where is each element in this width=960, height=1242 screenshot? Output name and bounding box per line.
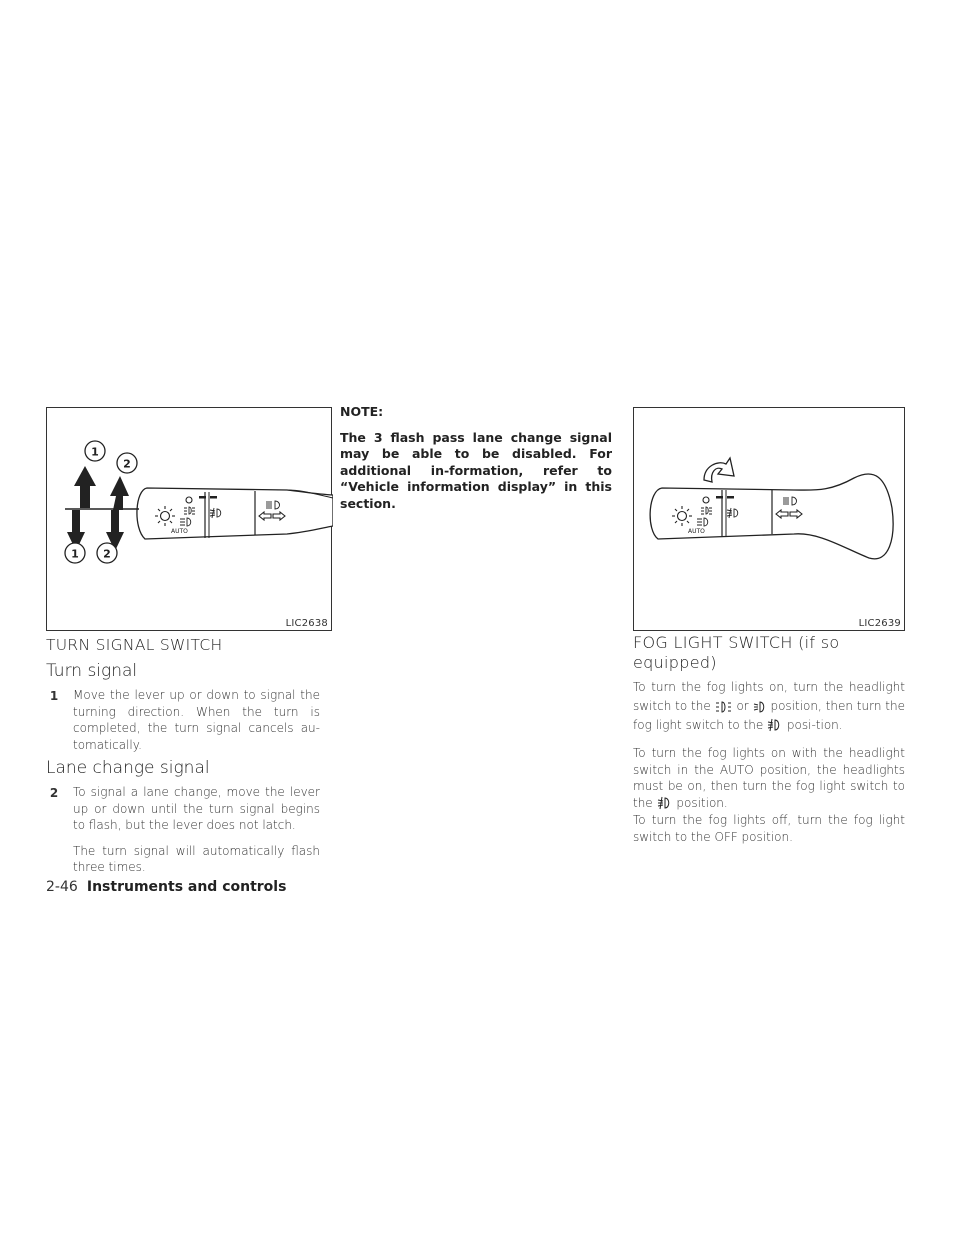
section-title: Instruments and controls xyxy=(86,879,287,895)
fog-light-heading-line1: FOG LIGHT SWITCH (if so xyxy=(633,633,840,652)
lane-change-subheading: Lane change signal xyxy=(46,758,210,778)
figure-code-right: LIC2639 xyxy=(858,618,901,629)
fog-p2-a: To turn the fog lights on with the headlight switch in the AUTO position, the headlights must be on, then turn the fog light switch to the xyxy=(633,746,905,810)
fog-light-inline-icon xyxy=(767,718,783,732)
fog-light-lever-illustration xyxy=(634,408,906,632)
callout-2-top: 2 xyxy=(123,457,131,471)
note-block xyxy=(340,404,612,512)
turn-signal-figure xyxy=(46,407,332,631)
arrow-up-2 xyxy=(110,476,129,510)
turn-signal-subheading: Turn signal xyxy=(46,661,138,681)
lane-change-item xyxy=(46,784,320,876)
turn-signal-switch-heading: TURN SIGNAL SWITCH xyxy=(46,636,223,654)
turn-signal-item xyxy=(46,687,320,753)
lane-change-text: To signal a lane change, move the lever up or down until the turn signal begins to flash, but the lever does not latch. xyxy=(73,785,320,832)
fog-p1-c: posi-tion. xyxy=(786,718,843,732)
auto-label: AUTO xyxy=(171,528,188,535)
figure-code-left: LIC2638 xyxy=(285,618,328,629)
callout-2-bottom: 2 xyxy=(103,547,111,561)
lane-change-text-2: The turn signal will automatically flash three times. xyxy=(73,843,320,874)
fog-light-paragraph-3: To turn the fog lights off, turn the fog light switch to the OFF position. xyxy=(633,813,905,844)
turn-signal-lever-illustration xyxy=(47,408,333,632)
note-text: The 3 flash pass lane change signal may be able to be disabled. For additional in-formation, refer to “Vehicle information display” in this section. xyxy=(340,429,612,511)
fog-light-heading-line2: equipped) xyxy=(633,653,717,672)
page-footer xyxy=(46,876,286,895)
fog-p1-b: position, then turn the fog light switch to the xyxy=(633,699,905,732)
page-number: 2-46 xyxy=(46,879,78,895)
auto-label-right: AUTO xyxy=(688,528,705,535)
fog-p2-b: position. xyxy=(676,795,728,810)
turn-signal-text: Move the lever up or down to signal the turning direction. When the turn is completed, the turn signal cancels au-tomatically. xyxy=(73,688,320,752)
fog-light-paragraph-1 xyxy=(633,678,905,735)
headlight-inline-icon xyxy=(753,701,767,713)
item-number-1: 1 xyxy=(49,689,59,703)
note-label: NOTE: xyxy=(340,404,384,419)
rotate-arrow-icon xyxy=(704,458,734,482)
fog-light-heading-block xyxy=(633,633,905,673)
fog-light-inline-icon-2 xyxy=(657,796,673,810)
fog-p1-a: To turn the fog lights on, turn the headlight switch to the xyxy=(633,680,905,713)
fog-p1-or: or xyxy=(736,699,749,713)
callout-1-bottom: 1 xyxy=(71,547,79,561)
callout-1-top: 1 xyxy=(91,445,99,459)
arrow-up-1 xyxy=(74,466,96,508)
item-number-2: 2 xyxy=(49,786,59,800)
fog-light-paragraph-2 xyxy=(633,745,905,811)
fog-light-figure xyxy=(633,407,905,631)
parking-light-inline-icon xyxy=(715,701,733,713)
